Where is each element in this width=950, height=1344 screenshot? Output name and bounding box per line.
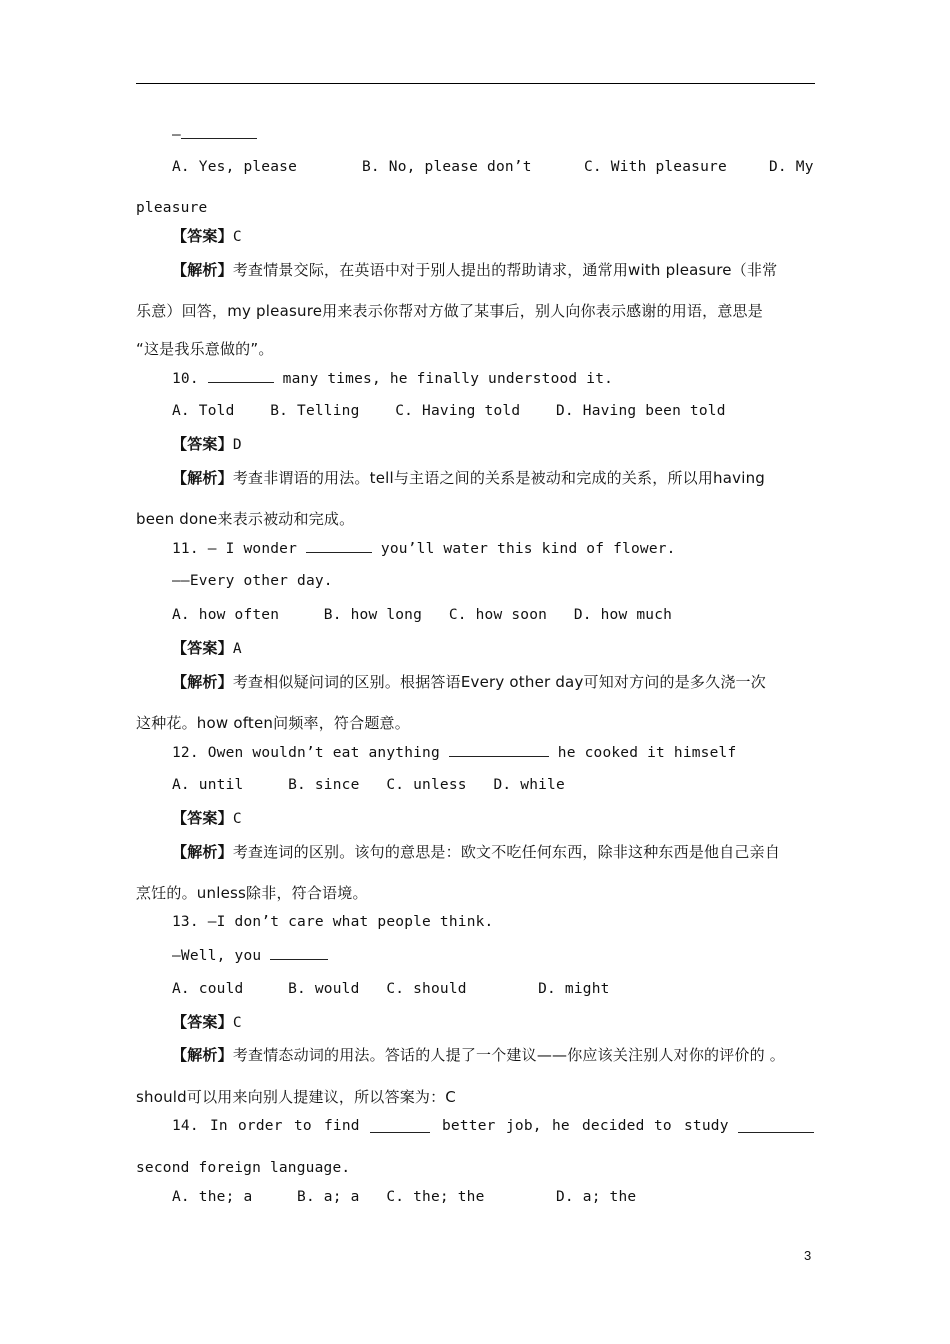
q9-analysis-line-1: 【解析】考查情景交际，在英语中对于别人提出的帮助请求，通常用with pleasure（非常 <box>172 261 778 279</box>
q9-option-b: B. No, please don’t <box>362 159 532 175</box>
q10-options: A. Told B. Telling C. Having told D. Having been told <box>172 403 726 419</box>
q10-blank <box>208 368 274 383</box>
q13-analysis-line-1: 【解析】考查情态动词的用法。答话的人提了一个建议——你应该关注别人对你的评价的 。 <box>172 1046 785 1064</box>
q11-blank <box>306 538 372 553</box>
q11-answer: 【答案】A <box>172 639 242 657</box>
q12-blank <box>449 742 549 757</box>
q13-blank <box>270 945 328 960</box>
q13-analysis-line-2: should可以用来向别人提建议，所以答案为：C <box>136 1088 456 1106</box>
q14-stem-wrap: second foreign language. <box>136 1160 351 1176</box>
q9-options-wrap: pleasure <box>136 200 208 216</box>
q9-reply-line: — <box>172 124 815 145</box>
q14-blank-2 <box>738 1118 814 1133</box>
q10-analysis-line-1: 【解析】考查非谓语的用法。tell与主语之间的关系是被动和完成的关系，所以用having <box>172 469 766 487</box>
q9-analysis-line-3: “这是我乐意做的”。 <box>136 340 274 358</box>
q9-blank <box>181 124 257 139</box>
q12-stem: 12. Owen wouldn’t eat anything he cooked it himself <box>172 742 815 763</box>
q9-analysis-line-2: 乐意）回答，my pleasure用来表示你帮对方做了某事后，别人向你表示感谢的用语，意思是 <box>136 302 763 320</box>
q13-answer: 【答案】C <box>172 1013 242 1031</box>
q14-blank-1 <box>370 1118 430 1133</box>
q12-analysis-line-2: 烹饪的。unless除非，符合语境。 <box>136 884 368 902</box>
q10-stem: 10. many times, he finally understood it. <box>172 368 815 389</box>
q9-option-a: A. Yes, please <box>172 159 298 175</box>
q11-stem: 11. — I wonder you’ll water this kind of flower. <box>172 538 815 559</box>
q11-analysis-line-2: 这种花。how often问频率，符合题意。 <box>136 714 410 732</box>
q9-answer: 【答案】C <box>172 227 242 245</box>
q13-stem: 13. —I don’t care what people think. <box>172 914 494 930</box>
q12-answer: 【答案】C <box>172 809 242 827</box>
header-rule <box>136 83 815 84</box>
q11-reply: ——Every other day. <box>172 573 333 589</box>
q12-analysis-line-1: 【解析】考查连词的区别。该句的意思是：欧文不吃任何东西，除非这种东西是他自己亲自 <box>172 843 781 861</box>
q11-analysis-line-1: 【解析】考查相似疑问词的区别。根据答语Every other day可知对方问的是多久浇一次 <box>172 673 766 691</box>
q9-option-d: D. My <box>769 159 814 175</box>
q14-options: A. the; a B. a; a C. the; the D. a; the <box>172 1189 637 1205</box>
q9-option-c: C. With pleasure <box>584 159 727 175</box>
q10-answer: 【答案】D <box>172 435 242 453</box>
q13-options: A. could B. would C. should D. might <box>172 981 610 997</box>
page-number: 3 <box>804 1248 812 1263</box>
q12-options: A. until B. since C. unless D. while <box>172 777 565 793</box>
q10-analysis-line-2: been done来表示被动和完成。 <box>136 510 355 528</box>
q13-reply: —Well, you <box>172 945 815 966</box>
q11-options: A. how often B. how long C. how soon D. how much <box>172 607 673 623</box>
